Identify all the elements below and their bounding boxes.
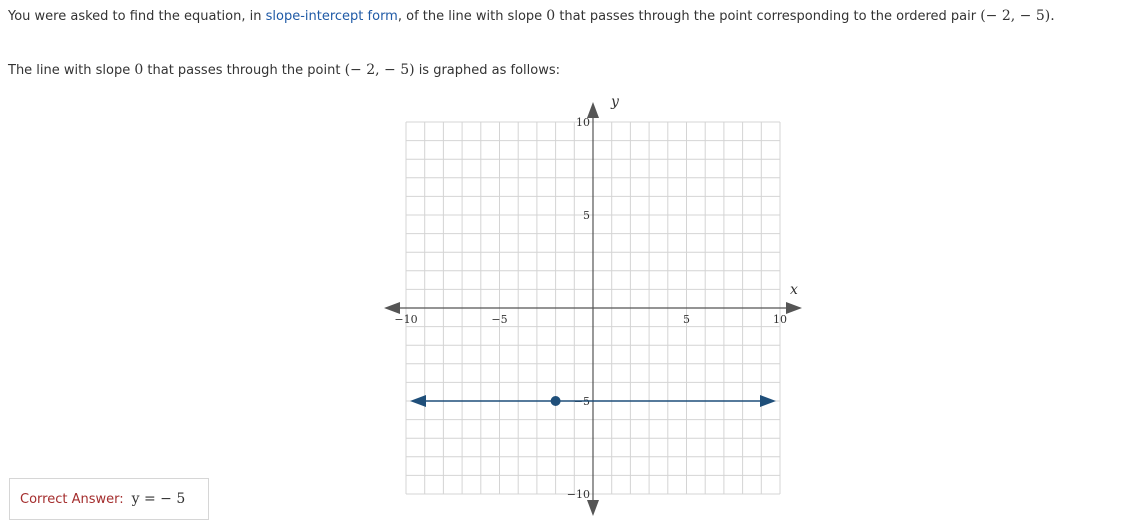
x-tick-label: −10: [394, 313, 418, 326]
x-axis-label: x: [790, 282, 798, 298]
question-suffix: .: [1050, 8, 1055, 24]
explanation-suffix: is graphed as follows:: [414, 63, 561, 78]
correct-answer-label: Correct Answer:: [20, 492, 124, 507]
x-tick-label: 5: [683, 313, 690, 326]
explanation-middle: that passes through the point: [143, 63, 345, 78]
point-minus-2-minus-5: [551, 396, 561, 406]
question-point: (− 2, − 5): [980, 8, 1051, 24]
correct-answer-box: [9, 478, 209, 520]
y-axis-label: y: [611, 94, 619, 110]
axes: [384, 94, 802, 516]
y-tick-label: −5: [573, 395, 590, 408]
y-axis-arrow-down: [587, 500, 599, 516]
question-middle: , of the line with slope: [397, 9, 547, 24]
y-tick-label: −10: [566, 488, 590, 501]
x-tick-label: −5: [491, 313, 508, 326]
explanation-slope: 0: [134, 62, 144, 78]
x-tick-label: 10: [773, 313, 787, 326]
x-axis-arrow-right: [786, 302, 802, 314]
y-tick-label: 5: [583, 209, 590, 222]
question-prefix: You were asked to find the equation, in: [8, 9, 266, 24]
y-tick-label: 10: [576, 116, 590, 129]
line-arrow-right: [760, 395, 776, 407]
correct-answer-value: y = − 5: [131, 491, 186, 507]
question-slope: 0: [546, 8, 556, 24]
line-arrow-left: [410, 395, 426, 407]
slope-intercept-form-link[interactable]: slope-intercept form: [265, 9, 398, 24]
explanation-point: (− 2, − 5): [344, 62, 415, 78]
question-middle-2: that passes through the point corresponding to the ordered pair: [555, 9, 981, 24]
explanation-prefix: The line with slope: [8, 63, 135, 78]
